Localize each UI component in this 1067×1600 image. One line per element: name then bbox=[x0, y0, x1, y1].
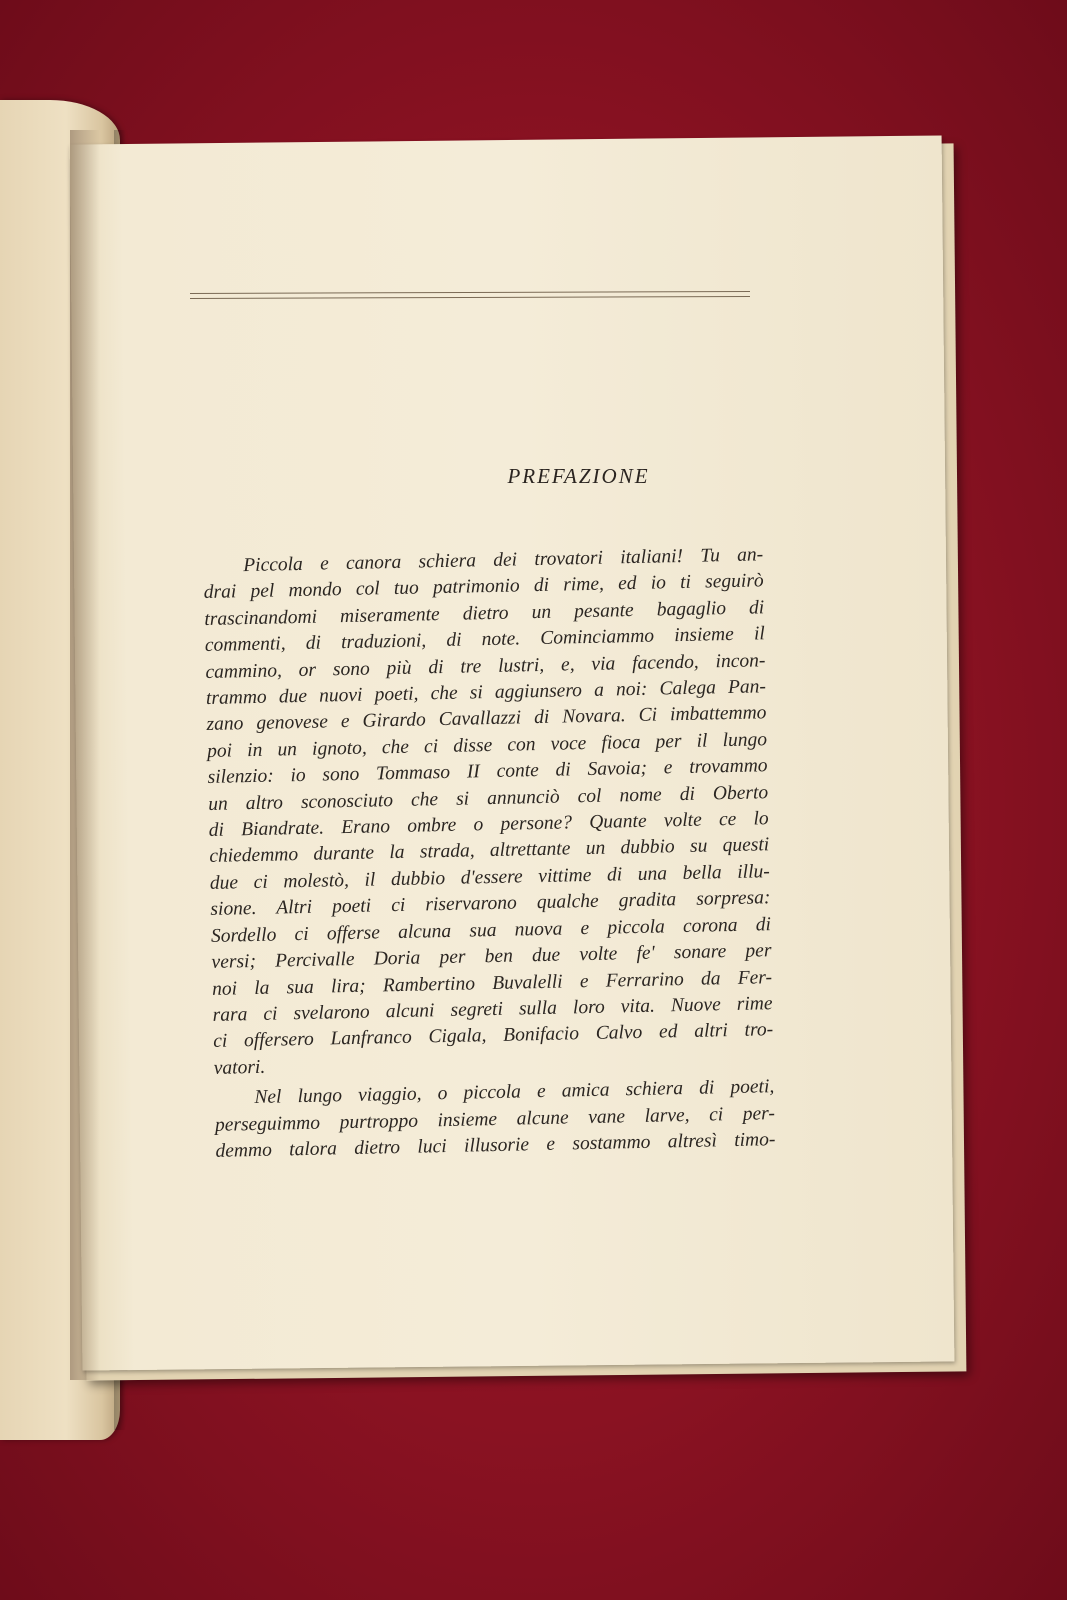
text-line: di Biandrate. Erano ombre o persone? Quante volte ce lo bbox=[208, 808, 769, 841]
text-line: chiedemmo durante la strada, altrettante un dubbio su questi bbox=[209, 834, 770, 868]
text-line: Nel lungo viaggio, o piccola e amica schiera di poeti, bbox=[254, 1076, 775, 1109]
text-line: rara ci svelarono alcuni segreti sulla loro vita. Nuove rime bbox=[212, 993, 773, 1026]
body-text bbox=[203, 542, 776, 1165]
paragraph-1 bbox=[203, 542, 774, 1082]
text-line: trascinandomi miseramente dietro un pesante bagaglio di bbox=[204, 597, 765, 630]
text-line: poi in un ignoto, che ci disse con voce fioca per il lungo bbox=[206, 729, 768, 762]
text-line: commenti, di traduzioni, di note. Cominciammo insieme il bbox=[204, 623, 766, 657]
page-title: PREFAZIONE bbox=[507, 464, 650, 488]
text-line: zano genovese e Girardo Cavallazzi di Novara. Ci imbattemmo bbox=[206, 702, 767, 736]
paragraph-2 bbox=[214, 1074, 776, 1165]
text-line: vatori. bbox=[213, 1056, 266, 1079]
text-line: demmo talora dietro luci illusorie e sostammo altresì timo- bbox=[215, 1129, 776, 1162]
text-line: noi la sua lira; Rambertino Buvalelli e Ferrarino da Fer- bbox=[211, 966, 773, 1000]
text-line: ci offersero Lanfranco Cigala, Bonifacio Calvo ed altri tro- bbox=[212, 1019, 774, 1053]
text-line: drai pel mondo col tuo patrimonio di rime, ed io ti seguirò bbox=[203, 570, 764, 604]
text-line: Sordello ci offerse alcuna sua nuova e piccola corona di bbox=[210, 913, 772, 947]
text-line: perseguimmo purtroppo insieme alcune vane larve, ci per- bbox=[214, 1102, 776, 1136]
text-line: sione. Altri poeti ci riservarono qualche gradita sorpresa: bbox=[210, 887, 771, 921]
text-line: Piccola e canora schiera dei trovatori italiani! Tu an- bbox=[243, 544, 764, 577]
text-line: versi; Percivalle Doria per ben due volte fe' sonare per bbox=[211, 940, 772, 974]
text-line: un altro sconosciuto che si annunciò col nome di Oberto bbox=[208, 781, 769, 815]
text-line: silenzio: io sono Tommaso II conte di Savoia; e trovammo bbox=[207, 755, 768, 789]
book-gutter bbox=[70, 130, 100, 1380]
text-line: cammino, or sono più di tre lustri, e, via facendo, incon- bbox=[205, 649, 766, 683]
text-line: due ci molestò, il dubbio d'essere vittime di una bella illu- bbox=[209, 861, 770, 894]
text-line: trammo due nuovi poeti, che si aggiunsero a noi: Calega Pan- bbox=[205, 676, 767, 709]
